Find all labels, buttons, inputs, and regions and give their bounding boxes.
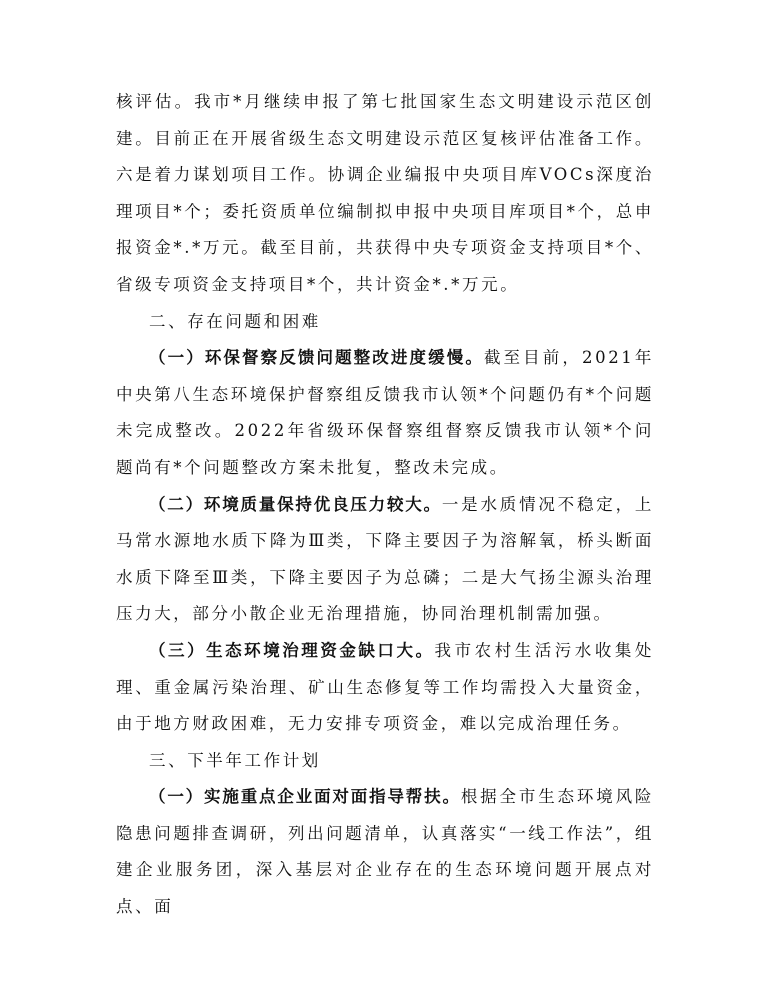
paragraph-environment-body: 一是水质情况不稳定，上马常水源地水质下降为Ⅲ类，下降主要因子为溶解氧，桥头断面水质下降至Ⅲ类，下降主要因子为总磷；二是大气扬尘源头治理压力大，部分小散企业无治理措施，协同治理机制需加强。 <box>116 494 654 624</box>
subheading-enterprise-guidance: （一）实施重点企业面对面指导帮扶。 <box>149 787 461 807</box>
section-heading-problems: 二、存在问题和困难 <box>149 311 321 331</box>
paragraph-supervision-rectification <box>116 340 654 486</box>
paragraph-enterprise-body: 根据全市生态环境风险隐患问题排查调研，列出问题清单，认真落实“一线工作法”，组建企业服务团，深入基层对企业存在的生态环境问题开展点对点、面 <box>116 787 655 917</box>
paragraph-enterprise-guidance <box>116 779 654 925</box>
paragraph-project-planning: 核评估。我市*月继续申报了第七批国家生态文明建设示范区创建。目前正在开展省级生态文明建设示范区复核评估准备工作。六是着力谋划项目工作。协调企业编报中央项目库VOCs深度治理项目*个；委托资质单位编制拟申报中央项目库项目*个，总申报资金*.*万元。截至目前，共获得中央专项资金支持项目*个、省级专项资金支持项目*个，共计资金*.*万元。 <box>116 92 654 294</box>
subheading-supervision-rectification: （一）环保督察反馈问题整改进度缓慢。 <box>149 348 484 368</box>
section-heading-plan: 三、下半年工作计划 <box>149 750 321 770</box>
paragraph-environment-quality <box>116 487 654 633</box>
paragraph-funding-body: 我市农村生活污水收集处理、重金属污染治理、矿山生态修复等工作均需投入大量资金，由于地方财政困难，无力安排专项资金，难以完成治理任务。 <box>116 640 655 734</box>
paragraph-funding-gap <box>116 633 654 743</box>
document-body <box>116 84 654 926</box>
subheading-funding-gap: （三）生态环境治理资金缺口大。 <box>149 640 435 660</box>
paragraph-supervision-body: 截至目前，2021年中央第八生态环境保护督察组反馈我市认领*个问题仍有*个问题未完成整改。2022年省级环保督察组督察反馈我市认领*个问题尚有*个问题整改方案未批复，整改未完成。 <box>116 348 654 477</box>
subheading-environment-quality: （二）环境质量保持优良压力较大。 <box>149 494 442 514</box>
